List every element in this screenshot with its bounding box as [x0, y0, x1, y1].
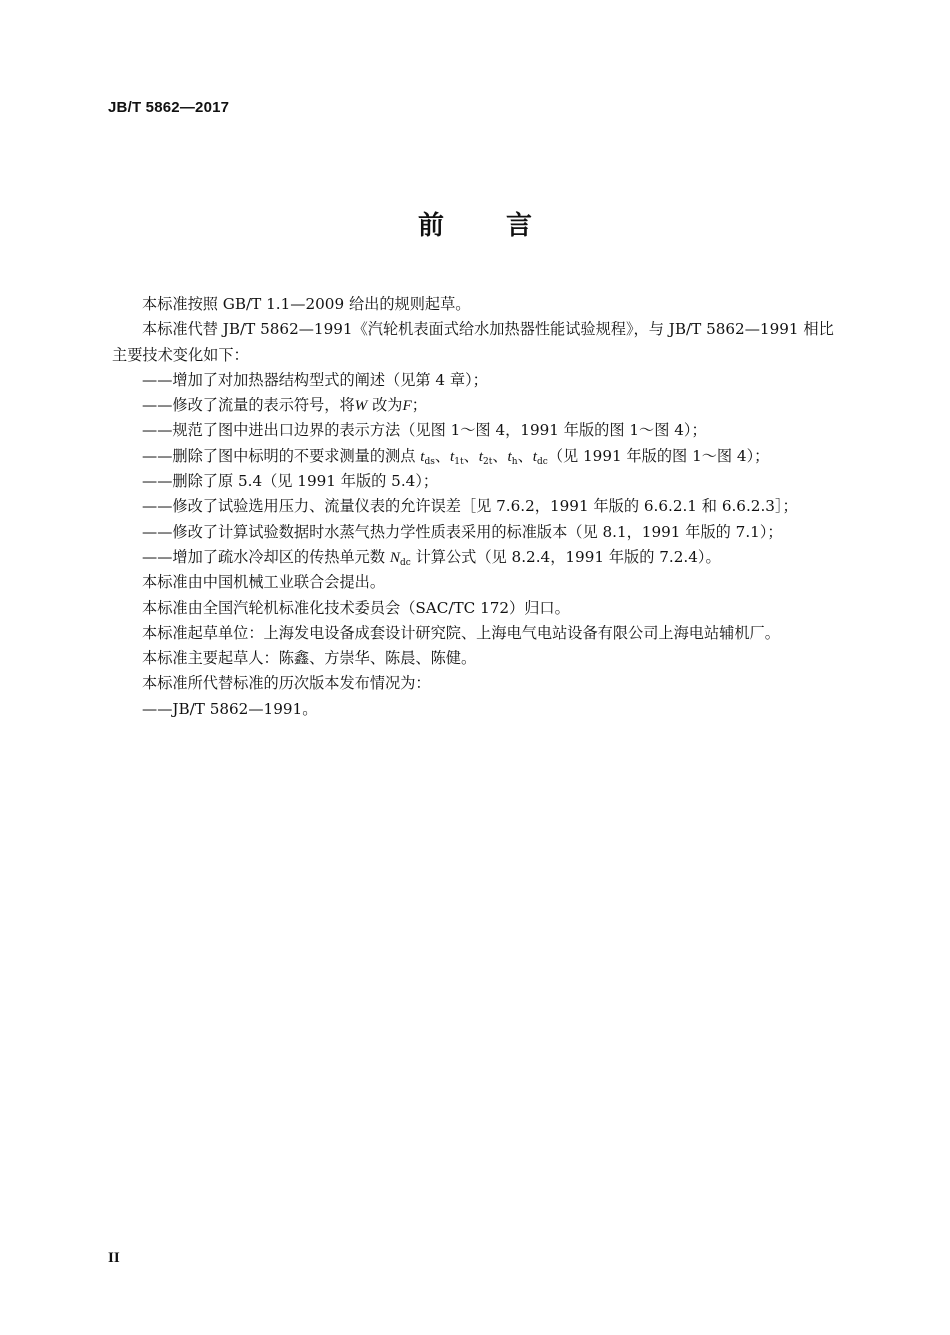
history-item: ——JB/T 5862—1991。 — [142, 699, 318, 718]
page-number: II — [108, 1250, 120, 1266]
change-item: ——增加了对加热器结构型式的阐述（见第 4 章）； — [142, 370, 488, 389]
foreword-body — [112, 292, 852, 722]
page-title — [0, 205, 950, 242]
paragraph-replaces-line1: 本标准代替 JB/T 5862—1991《汽轮机表面式给水加热器性能试验规程》，与 JB/T 5862—1991 相比 — [142, 320, 834, 339]
title-char-2: 言 — [506, 211, 533, 241]
paragraph-replaces-line2: 主要技术变化如下： — [112, 345, 249, 364]
symbol-w: W — [354, 397, 368, 415]
change-item: ——修改了试验选用压力、流量仪表的允许误差［见 7.6.2，1991 年版的 6.6.2.1 和 6.6.2.3］； — [142, 497, 798, 516]
change-item: ——删除了图中标明的不要求测量的测点 $t_{ds}$、$t_{1t}$、$t_{2t}$、$t_h$、$t_{dc}$（见 1991 年版的图 1～图 4）； — [142, 446, 770, 467]
title-char-1: 前 — [417, 211, 444, 241]
paragraph-drafting-units: 本标准起草单位：上海发电设备成套设计研究院、上海电气电站设备有限公司上海电站辅机厂。 — [142, 623, 780, 642]
change-item: ——增加了疏水冷却区的传热单元数 $N_{dc}$ 计算公式（见 8.2.4，1991 年版的 7.2.4）。 — [142, 547, 721, 568]
paragraph-drafting-rules: 本标准按照 GB/T 1.1—2009 给出的规则起草。 — [142, 295, 471, 313]
symbol-f: F — [402, 397, 412, 415]
paragraph-history: 本标准所代替标准的历次版本发布情况为： — [142, 674, 431, 693]
paragraph-proposer: 本标准由中国机械工业联合会提出。 — [142, 573, 385, 592]
paragraph-committee: 本标准由全国汽轮机标准化技术委员会（SAC/TC 172）归口。 — [142, 598, 570, 617]
change-item: ——规范了图中进出口边界的表示方法（见图 1～图 4，1991 年版的图 1～图 4）； — [142, 421, 707, 440]
document-code: JB/T 5862—2017 — [108, 99, 230, 116]
change-item: ——修改了流量的表示符号，将W 改为F； — [142, 396, 427, 415]
change-item: ——修改了计算试验数据时水蒸气热力学性质表采用的标准版本（见 8.1，1991 年版的 7.1）； — [142, 522, 783, 541]
change-item: ——删除了原 5.4（见 1991 年版的 5.4）； — [142, 472, 439, 491]
paragraph-drafters: 本标准主要起草人：陈鑫、方崇华、陈晨、陈健。 — [142, 649, 477, 668]
